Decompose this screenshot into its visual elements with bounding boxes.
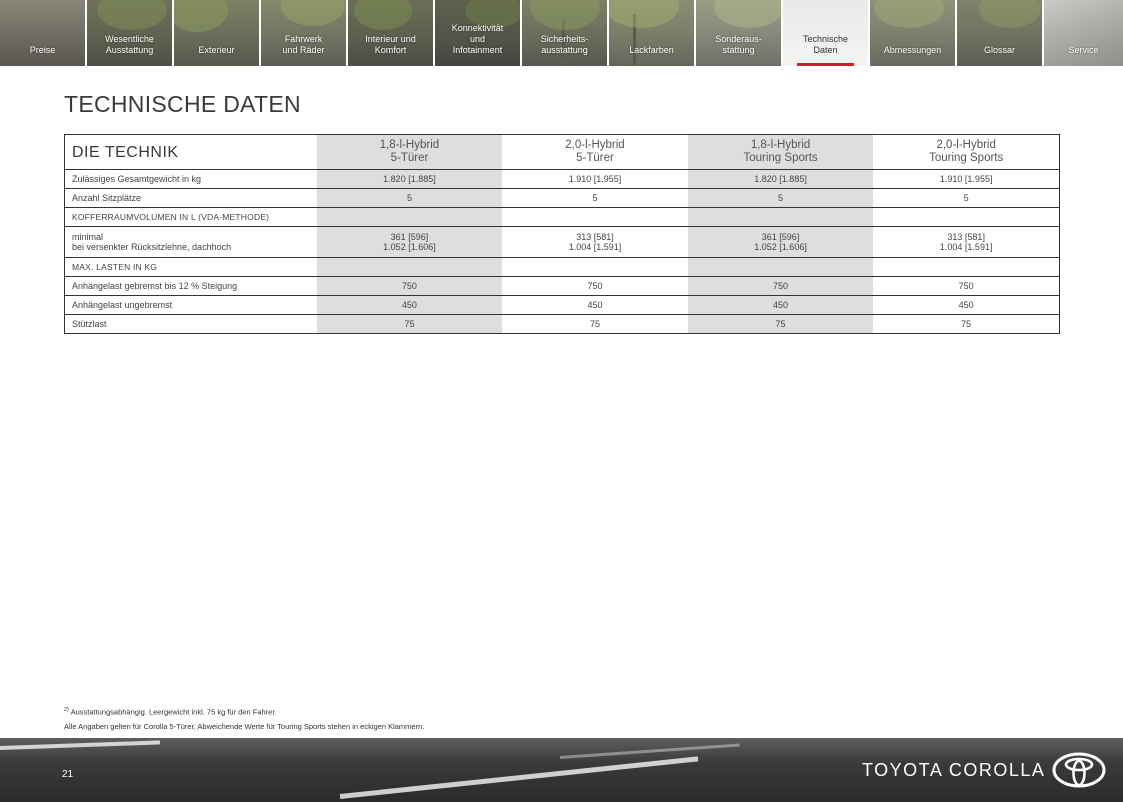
table-row [65,296,1060,315]
table-cell: 750 [873,277,1059,296]
table-cell: 450 [688,296,874,315]
tree-foliage [174,0,228,32]
table-cell: 1.910 [1.955] [502,170,688,189]
table-section-row [65,208,1060,227]
table-header-row [65,135,1060,170]
nav-tab-preise[interactable] [0,0,87,66]
nav-tab-label: Fahrwerk und Räder [282,34,325,55]
table-cell: 5 [873,189,1059,208]
table-cell: 750 [688,277,874,296]
tree-foliage [609,0,679,28]
section-label: MAX. LASTEN IN KG [65,258,317,277]
tree-foliage [354,0,412,30]
table-cell [317,208,503,227]
table-row [65,315,1060,334]
table-row [65,277,1060,296]
road-marking [340,756,699,799]
table-cell [502,208,688,227]
row-label: Anhängelast gebremst bis 12 % Steigung [65,277,317,296]
table-cell: 450 [873,296,1059,315]
nav-tab-label: Sicherheits- ausstattung [540,34,589,55]
nav-tab-label: Technische Daten [802,34,849,55]
tree-foliage [874,0,944,28]
table-row [65,227,1060,258]
table-cell: 75 [317,315,503,334]
top-navigation [0,0,1123,66]
table-cell: 750 [317,277,503,296]
column-header: 2,0-l-Hybrid 5-Türer [502,135,688,170]
nav-tab-service[interactable] [1044,0,1123,66]
row-label: Anzahl Sitzplätze [65,189,317,208]
table-heading: DIE TECHNIK [65,135,317,170]
nav-tab-abmessungen[interactable] [870,0,957,66]
column-header: 1,8-l-Hybrid 5-Türer [317,135,503,170]
nav-tab-exterieur[interactable] [174,0,261,66]
table-cell: 5 [502,189,688,208]
table-cell: 75 [873,315,1059,334]
footnote-weight [64,707,277,717]
brand-name: TOYOTA COROLLA [862,760,1046,780]
table-cell: 313 [581] 1.004 [1.591] [502,227,688,258]
table-cell: 1.820 [1.885] [688,170,874,189]
table-cell: 750 [502,277,688,296]
table-cell: 5 [317,189,503,208]
nav-tab-interieur[interactable] [348,0,435,66]
row-label: Zulässiges Gesamtgewicht in kg [65,170,317,189]
nav-tab-label: Lackfarben [629,45,674,55]
table-cell [873,258,1059,277]
table-row [65,189,1060,208]
column-header: 2,0-l-Hybrid Touring Sports [873,135,1059,170]
footnote-text: Ausstattungsabhängig. Leergewicht inkl. 75 kg für den Fahrer. [70,707,277,717]
page-title: TECHNISCHE DATEN [64,91,301,117]
table-cell: 313 [581] 1.004 [1.591] [873,227,1059,258]
road-marking [560,743,740,759]
table-cell [688,208,874,227]
footer-banner [0,738,1123,802]
nav-tab-lackfarben[interactable] [609,0,696,66]
nav-tab-label: Sonderaus- stattung [715,34,762,55]
nav-tab-glossar[interactable] [957,0,1044,66]
table-cell [873,208,1059,227]
active-tab-indicator [797,63,854,66]
nav-tab-konnektivitaet[interactable] [435,0,522,66]
table-section-row [65,258,1060,277]
table-cell: 1.910 [1.955] [873,170,1059,189]
table-cell: 1.820 [1.885] [317,170,503,189]
table-cell: 75 [502,315,688,334]
footnote-brackets [64,722,424,731]
tree-foliage [714,0,783,28]
table-cell: 450 [317,296,503,315]
tree-foliage [530,0,600,30]
footnote-text: Alle Angaben gelten für Corolla 5-Türer. Abweichende Werte für Touring Sports stehen in eckigen Klammern. [64,722,425,731]
nav-tab-technische-daten[interactable] [783,0,870,66]
nav-tab-label: Preise [29,45,56,55]
nav-tab-sicherheitsausstattung[interactable] [522,0,609,66]
nav-tab-fahrwerk[interactable] [261,0,348,66]
row-label: Stützlast [65,315,317,334]
nav-tab-label: Exterieur [198,45,235,55]
nav-tab-wesentliche-ausstattung[interactable] [87,0,174,66]
table-cell: 75 [688,315,874,334]
technical-data-table [64,134,1060,334]
table-cell [502,258,688,277]
table-cell: 361 [596] 1.052 [1.606] [688,227,874,258]
table-cell [688,258,874,277]
footnote-marker: 2) [64,707,69,713]
nav-tab-label: Glossar [983,45,1015,55]
nav-tab-label: Service [1068,45,1099,55]
table-cell: 5 [688,189,874,208]
road-marking [0,740,160,750]
toyota-logo-icon [1052,752,1106,788]
table-cell: 450 [502,296,688,315]
tree-foliage [97,0,167,30]
page-number: 21 [62,769,74,780]
table-row [65,170,1060,189]
nav-tab-label: Interieur und Komfort [365,34,416,55]
table-cell: 361 [596] 1.052 [1.606] [317,227,503,258]
nav-tab-label: Wesentliche Ausstattung [105,34,154,55]
nav-tab-sonderausstattung[interactable] [696,0,783,66]
row-label: Anhängelast ungebremst [65,296,317,315]
tree-foliage [281,0,345,26]
nav-tab-label: Abmessungen [883,45,942,55]
nav-tab-label: Konnektivität und Infotainment [451,23,504,55]
row-label: minimal bei versenkter Rücksitzlehne, dachhoch [65,227,317,258]
column-header: 1,8-l-Hybrid Touring Sports [688,135,874,170]
table-cell [317,258,503,277]
section-label: KOFFERRAUMVOLUMEN IN L (VDA-METHODE) [65,208,317,227]
tree-foliage [979,0,1041,28]
